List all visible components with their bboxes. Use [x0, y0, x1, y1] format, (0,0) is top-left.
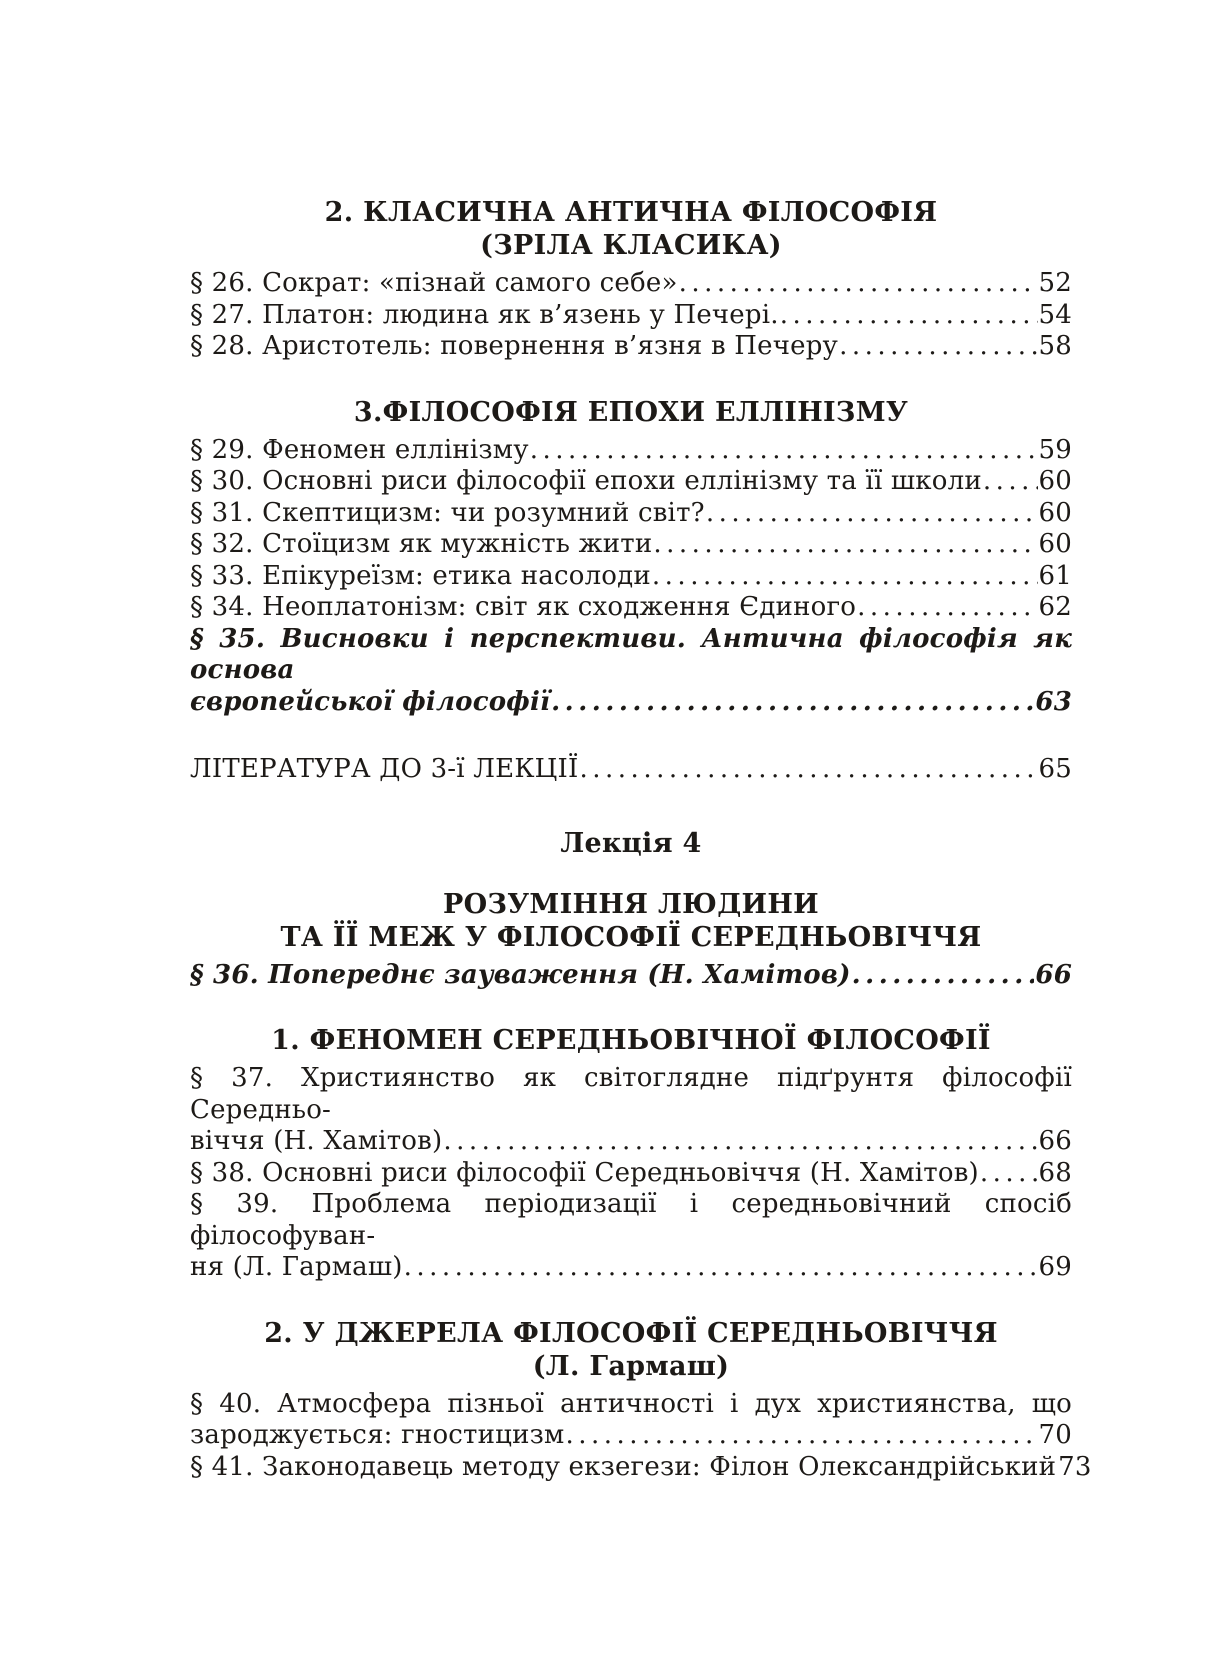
- toc-entry: [190, 1189, 1072, 1284]
- entry-text: § 29. Феномен еллінізму: [190, 434, 529, 465]
- toc-entry: [190, 1158, 1072, 1190]
- entry-last-line: [190, 1252, 1072, 1284]
- entry-text: § 26. Сократ: «пізнай самого себе»: [190, 268, 678, 298]
- section-heading: [190, 827, 1072, 860]
- page-number: 69: [1038, 1252, 1072, 1282]
- toc-entry: [190, 561, 1072, 593]
- heading-line: Лекція 4: [560, 827, 702, 859]
- heading-line: 2. У ДЖЕРЕЛА ФІЛОСОФІЇ СЕРЕДНЬОВІЧЧЯ: [264, 1317, 998, 1349]
- page-number: 68: [1038, 1157, 1072, 1188]
- heading-line: (ЗРІЛА КЛАСИКА): [480, 230, 782, 261]
- dot-leader: [551, 687, 1034, 719]
- entry-last-line: [190, 331, 1072, 363]
- toc-entry: [190, 592, 1072, 624]
- entry-text: § 28. Аристотель: повернення в’язня в Печеру: [190, 331, 839, 361]
- page-number: 62: [1038, 592, 1072, 622]
- heading-line: 1. ФЕНОМЕН СЕРЕДНЬОВІЧНОЇ ФІЛОСОФІЇ: [271, 1025, 991, 1056]
- page-number: 58: [1038, 331, 1072, 361]
- entry-last-line: [190, 1158, 1072, 1190]
- toc-entry: [190, 466, 1072, 498]
- entry-first-line: § 35. Висновки і перспективи. Антична філософія як основа: [190, 623, 1072, 685]
- toc-entry: [190, 1389, 1072, 1452]
- entry-last-line: [190, 592, 1072, 624]
- dot-leader: [852, 960, 1035, 992]
- toc-entries: [190, 754, 1072, 786]
- toc-entry: [190, 331, 1072, 363]
- entry-last-line: [190, 1420, 1072, 1452]
- entry-text: § 27. Платон: людина як в’язень у Печері.: [190, 299, 779, 330]
- dot-leader: [780, 300, 1038, 332]
- section-heading: [190, 1317, 1072, 1383]
- toc-entry: [190, 435, 1072, 467]
- entry-last-line: [190, 498, 1072, 530]
- dot-leader: [652, 561, 1038, 593]
- dot-leader: [443, 1126, 1037, 1158]
- dot-leader: [565, 1420, 1037, 1452]
- page-number: 66: [1038, 1126, 1072, 1156]
- dot-leader: [580, 754, 1038, 786]
- heading-line: 3.ФІЛОСОФІЯ ЕПОХИ ЕЛЛІНІЗМУ: [353, 396, 909, 428]
- entry-last-line: [190, 529, 1072, 561]
- entry-text: ЛІТЕРАТУРА ДО 3-ї ЛЕКЦІЇ: [190, 754, 579, 784]
- toc-entry: [190, 1451, 1092, 1484]
- toc-entries: [190, 1388, 1092, 1484]
- entry-text: § 31. Скептицизм: чи розумний світ?: [190, 497, 705, 528]
- entry-last-line: [190, 466, 1072, 498]
- heading-line: (Л. Гармаш): [532, 1350, 730, 1382]
- dot-leader: [653, 529, 1037, 561]
- page-number: 54: [1038, 299, 1072, 330]
- entry-last-line: [190, 687, 1072, 719]
- dot-leader: [679, 268, 1038, 300]
- toc-entry: [190, 754, 1072, 786]
- entry-first-line: § 40. Атмосфера пізньої античності і дух християнства, що: [190, 1388, 1072, 1419]
- page-number: 60: [1038, 466, 1072, 496]
- dot-leader: [530, 435, 1038, 467]
- page-number: 65: [1038, 754, 1072, 784]
- entry-last-line: [190, 561, 1072, 593]
- page-number: 66: [1035, 959, 1072, 990]
- page-number: 60: [1038, 497, 1072, 528]
- page-number: 61: [1038, 560, 1072, 591]
- toc-entries: [190, 1063, 1072, 1284]
- entry-text: § 36. Попереднє зауваження (Н. Хамітов): [190, 959, 851, 990]
- section-heading: [190, 196, 1072, 262]
- dot-leader: [983, 466, 1038, 498]
- toc-entry: [190, 529, 1072, 561]
- toc-entry: [190, 624, 1072, 719]
- page-number: 60: [1038, 529, 1072, 559]
- section-heading: [190, 396, 1072, 429]
- section-heading: [190, 1024, 1072, 1057]
- toc-entry: [190, 498, 1072, 530]
- toc-entries: [190, 435, 1072, 719]
- toc-entry: [190, 300, 1072, 332]
- dot-leader: [404, 1252, 1038, 1284]
- entry-last-line: [190, 268, 1072, 300]
- dot-leader: [857, 592, 1037, 624]
- section-heading: [190, 888, 1072, 954]
- entry-text: § 33. Епікуреїзм: етика насолоди: [190, 560, 651, 591]
- entry-text: ня (Л. Гармаш): [190, 1252, 403, 1282]
- entry-text: європейської філософії: [190, 686, 551, 717]
- entry-last-line: [190, 1451, 1092, 1484]
- heading-line: 2. КЛАСИЧНА АНТИЧНА ФІЛОСОФІЯ: [324, 197, 938, 228]
- entry-last-line: [190, 754, 1072, 786]
- page-number: 63: [1035, 686, 1072, 717]
- entry-first-line: § 37. Християнство як світоглядне підґрунтя філософії Середньо-: [190, 1063, 1072, 1125]
- entry-text: § 34. Неоплатонізм: світ як сходження Єдиного: [190, 592, 857, 622]
- entry-text: § 41. Законодавець методу екзегези: Філон Олександрійський: [190, 1451, 1057, 1482]
- toc-entry: [190, 1063, 1072, 1158]
- dot-leader: [839, 331, 1037, 363]
- entry-text: § 30. Основні риси філософії епохи еллінізму та її школи: [190, 466, 982, 496]
- page-number: 70: [1038, 1420, 1072, 1450]
- entry-text: § 32. Стоїцизм як мужність жити: [190, 529, 653, 559]
- dot-leader: [706, 498, 1038, 530]
- entry-last-line: [190, 435, 1072, 467]
- heading-line: ТА ЇЇ МЕЖ У ФІЛОСОФІЇ СЕРЕДНЬОВІЧЧЯ: [280, 921, 982, 953]
- page-number: 59: [1038, 434, 1072, 465]
- toc-entry: [190, 268, 1072, 300]
- entry-text: віччя (Н. Хамітов): [190, 1126, 443, 1156]
- entry-text: § 38. Основні риси філософії Середньовіччя (Н. Хамітов): [190, 1157, 979, 1188]
- entry-last-line: [190, 1126, 1072, 1158]
- page-number: 73: [1058, 1451, 1092, 1482]
- toc-entries: [190, 268, 1072, 363]
- table-of-contents: [190, 196, 1092, 1483]
- entry-text: зароджується: гностицизм: [190, 1420, 565, 1450]
- page-number: 52: [1038, 268, 1072, 298]
- toc-entry: [190, 960, 1072, 992]
- entry-first-line: § 39. Проблема періодизації і середньовічний спосіб філософуван-: [190, 1189, 1072, 1251]
- entry-last-line: [190, 960, 1072, 992]
- heading-line: РОЗУМІННЯ ЛЮДИНИ: [443, 888, 819, 920]
- entry-last-line: [190, 300, 1072, 332]
- dot-leader: [980, 1158, 1038, 1190]
- toc-entries: [190, 960, 1072, 992]
